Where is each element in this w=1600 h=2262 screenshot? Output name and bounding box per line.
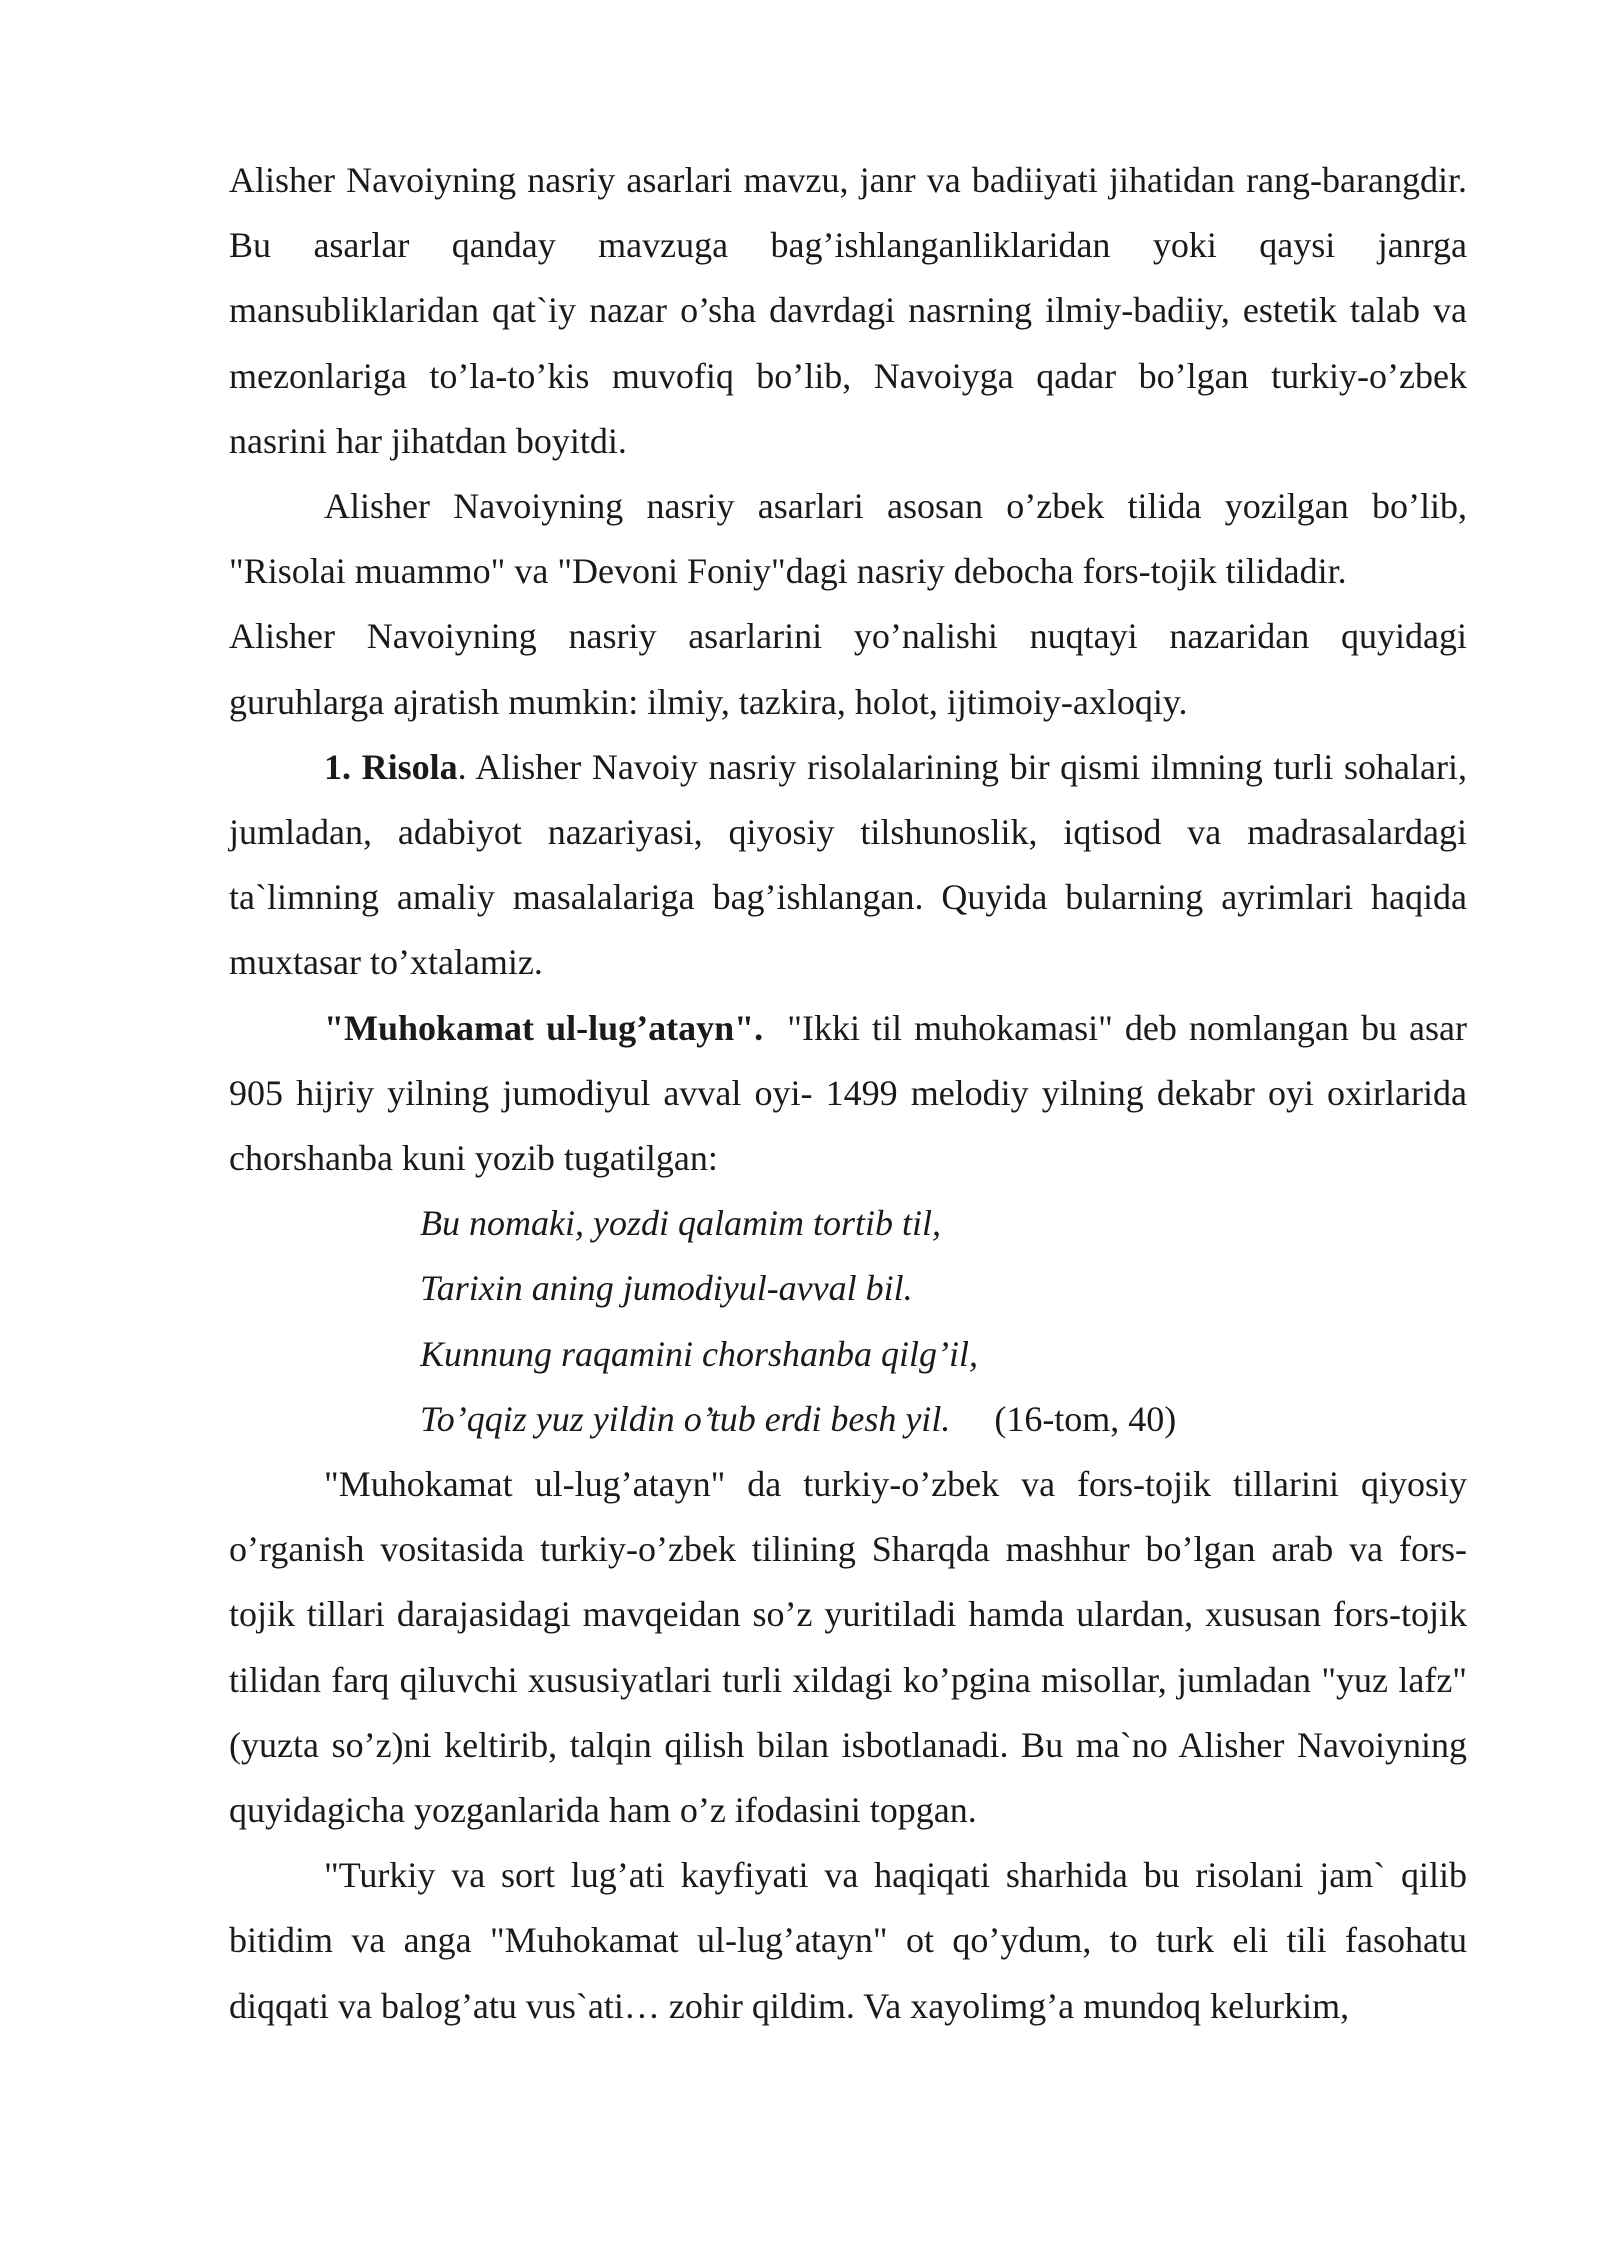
paragraph-comparison: "Muhokamat ul-lug’atayn" da turkiy-o’zbek va fors-tojik tillarini qiyosiy o’rganish vositasida turkiy-o’zbek tilining Sharqda mashhur bo’lgan arab va fors-tojik tillari darajasidagi mavqeidan so’z yuritiladi hamda ulardan, xususan fors-tojik tilidan farq qiluvchi xususiyatlari turli xildagi ko’pgina misollar, jumladan "yuz lafz" (yuzta so’z)ni keltirib, talqin qilish bilan isbotlanadi. Bu ma`no Alisher Navoiyning quyidagicha yozganlarida ham o’z ifodasini topgan. [229, 1464, 1467, 1831]
paragraph-language: Alisher Navoiyning nasriy asarlari asosan o’zbek tilida yozilgan bo’lib, "Risolai muammo" va "Devoni Foniy"dagi nasriy debocha fors-tojik tilidadir. [229, 486, 1467, 592]
verse-line-3 [229, 1322, 1467, 1387]
verse-text-4: To’qqiz yuz yildin o’tub erdi besh yil. [420, 1398, 951, 1439]
verse-line-4 [229, 1387, 1467, 1452]
paragraph-muhokamat [229, 996, 1476, 1192]
document-page [229, 148, 1476, 2039]
paragraph-intro: Alisher Navoiyning nasriy asarlari mavzu, janr va badiiyati jihatidan rang-barangdir. Bu asarlar qanday mavzuga bag’ishlanganliklaridan yoki qaysi janrga mansubliklaridan qat`iy nazar o’sha davrdagi nasrning ilmiy-badiiy, estetik talab va mezonlariga to’la-to’kis muvofiq bo’lib, Navoiyga qadar bo’lgan turkiy-o’zbek nasrini har jihatdan boyitdi. [229, 160, 1467, 461]
verse-text-2: Tarixin aning jumodiyul-avval bil. [420, 1268, 913, 1309]
paragraph-quote: "Turkiy va sort lug’ati kayfiyati va haqiqati sharhida bu risolani jam` qilib bitidim va anga "Muhokamat ul-lug’atayn" ot qo’ydum, to turk eli tili fasohatu diqqati va balog’atu vus`ati… zohir qildim. Va xayolimg’a mundoq kelurkim, [229, 1855, 1467, 2026]
paragraph-classification: Alisher Navoiyning nasriy asarlarini yo’nalishi nuqtayi nazaridan quyidagi guruhlarga ajratish mumkin: ilmiy, tazkira, holot, ijtimoiy-axloqiy. [229, 616, 1467, 722]
section-heading-muhokamat: "Muhokamat ul-lug’atayn". [324, 1007, 764, 1048]
verse-text-3: Kunnung raqamini chorshanba qilg’il, [420, 1333, 979, 1374]
verse-text-1: Bu nomaki, yozdi qalamim tortib til, [420, 1203, 941, 1244]
verse-line-1 [229, 1191, 1467, 1256]
verse-reference: (16-tom, 40) [994, 1398, 1177, 1439]
verse-line-2 [229, 1256, 1467, 1321]
section-heading-risola: 1. Risola [324, 746, 458, 787]
paragraph-risola-text: . Alisher Navoiy nasriy risolalarining bir qismi ilmning turli sohalari, jumladan, adabiyot nazariyasi, qiyosiy tilshunoslik, iqtisod va madrasalardagi ta`limning amaliy masalalariga bag’ishlangan. Quyida bularning ayrimlari haqida muxtasar to’xtalamiz. [229, 746, 1467, 983]
paragraph-muhokamat-text: "Ikki til muhokamasi" deb nomlangan bu asar 905 hijriy yilning jumodiyul avval oyi- 1499 melodiy yilning dekabr oyi oxirlarida chorshanba kuni yozib tugatilgan: [229, 1007, 1476, 1179]
paragraph-risola [229, 735, 1467, 996]
